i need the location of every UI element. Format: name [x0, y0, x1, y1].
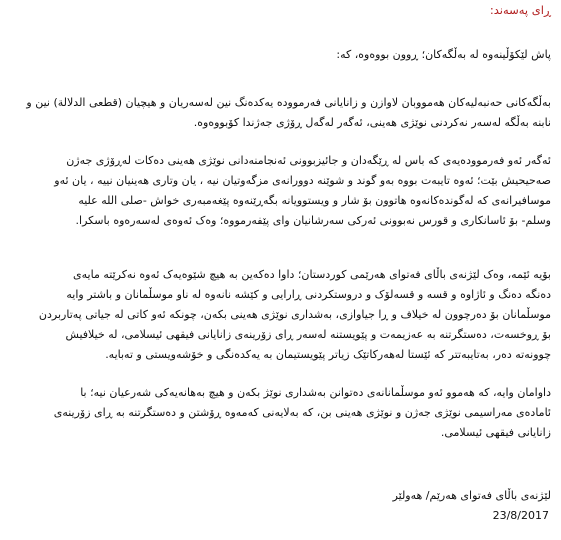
paragraph-recommendation — [23, 265, 551, 365]
paragraph-line: بەڵگەکانی حەنبەلیەکان هەمووبان لاوازن و زانایانی فەرموودە یەکدەنگ نین لەسەریان و هیچیان (قطعی الدلالة) نین و — [26, 96, 551, 109]
paragraph-intro — [23, 45, 551, 65]
section-heading: ڕای پەسەند: — [489, 3, 551, 17]
paragraph-evidence — [23, 93, 551, 133]
paragraph-line: ئامادەی مەراسیمی نوێژی جەژن و نوێژی هەینی بن، کە بەلایەنی کەمەوە ڕۆشتن و دەستگرتنە بە ڕای زۆرینەی — [53, 406, 551, 419]
paragraph-request — [23, 383, 551, 443]
paragraph-line: زانایانی فیقهی ئیسلامی. — [440, 426, 551, 439]
paragraph-line: بۆیە ئێمە، وەک لێژنەی باڵای فەتوای هەرێمی کوردستان؛ داوا دەکەین بە هیچ شێوەیەک ئەوە نەکرێتە مایەی — [73, 268, 551, 281]
paragraph-hadith — [23, 151, 551, 231]
paragraph-line: پاش لێکۆڵینەوە لە بەڵگەکان؛ ڕوون بووەوە، کە: — [336, 48, 551, 61]
document-date: 23/8/2017 — [492, 509, 549, 522]
paragraph-line: نابنە بەڵگە لەسەر نەکردنی نوێژی هەینی، ئەگەر لەگەل ڕۆژی جەژندا کۆبووەوە. — [193, 116, 551, 129]
paragraph-line: صەحیحیش بێت؛ ئەوە تایبەت بووە بەو گوند و شوێنە دوورانەی مزگەوتیان نیە ، یان وتاری هەینیان نییە ، یان ئەو — [54, 174, 551, 187]
paragraph-line: موسافیرانەی کە لەگوندەکانەوە هاتوون بۆ شار و ویستوویانە بگەڕێنەوە پێغەمبەری خواش -صلی الله علیە — [78, 194, 551, 207]
paragraph-line: موسڵمانان بۆ دەرچوون لە خیلاف و ڕا جیاوازی، بەشداری نوێژی هەینی بکەن، چونکە ئەو کاتی لە جیاتی پەتاربردن — [38, 308, 551, 321]
paragraph-line: وسلم- بۆ ئاسانکاری و قورس نەبوونی ئەرکی سەرشانیان وای پێفەرمووە؛ وەک ئەوەی لەسەرەوە باسکرا. — [75, 214, 551, 227]
paragraph-line: بۆ ڕوخسەت، دەستگرتنە بە عەزیمەت و پێویستنە لەسەر ڕای زۆرینەی زانایانی فیقهی ئیسلامی، لە خیلافیش — [65, 328, 551, 341]
paragraph-line: داوامان وایە، کە هەموو ئەو موسڵمانانەی دەتوانن بەشداری نوێژ بکەن و هیچ بەهانەیەکی شەرعیان نیە؛ با — [80, 386, 551, 399]
signature-text: لێژنەی باڵای فەتوای هەرێم/ هەولێر — [392, 489, 551, 502]
paragraph-line: ئەگەر ئەو فەرموودەیەی کە باس لە ڕێگەدان و جائیزبوونی ئەنجامنەدانی نوێژی هەینی دەکات لەڕۆژی جەژن — [66, 154, 551, 167]
paragraph-line: دەنگە دەنگ و ئاژاوە و قسە و قسەلۆک و دروستکردنی ڕارایی و کێشە نانەوە لە ناو موسڵمانان و باشتر وایە — [66, 288, 551, 301]
signature-block — [393, 485, 551, 507]
paragraph-line: چوونەتە دەر، بەتایبەتتر کە ئێستا لەهەرکاتێک زیاتر پێویستیمان بە یەکدەنگی و خۆشەویستی و تەبایە. — [105, 348, 551, 361]
